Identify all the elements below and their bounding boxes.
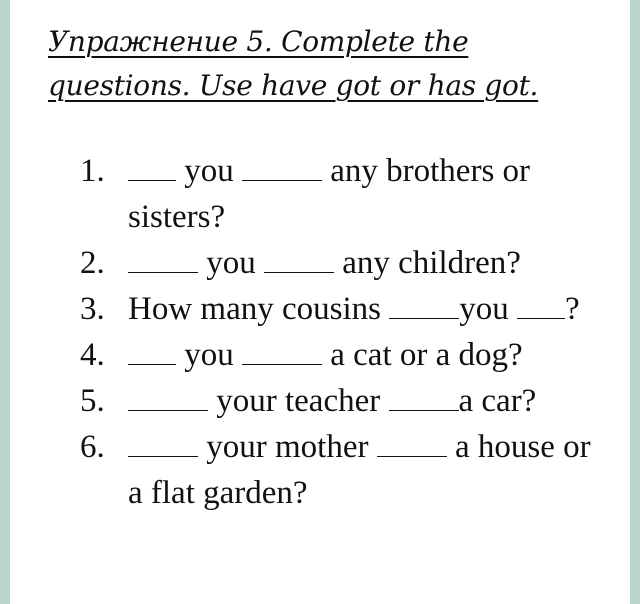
question-text: you bbox=[184, 153, 234, 189]
question-3 bbox=[80, 286, 600, 332]
question-text: you bbox=[459, 291, 509, 327]
question-text: you bbox=[206, 245, 256, 281]
question-number: 6. bbox=[80, 429, 105, 465]
answer-blank bbox=[517, 288, 565, 319]
question-text: a house or a flat garden? bbox=[128, 429, 591, 511]
question-text: your teacher bbox=[216, 383, 381, 419]
worksheet bbox=[10, 0, 630, 604]
answer-blank bbox=[128, 150, 176, 181]
question-2 bbox=[80, 240, 600, 286]
answer-blank bbox=[264, 242, 334, 273]
answer-blank bbox=[389, 380, 459, 411]
question-number: 4. bbox=[80, 337, 105, 373]
answer-blank bbox=[128, 380, 208, 411]
question-number: 2. bbox=[80, 245, 105, 281]
question-number: 3. bbox=[80, 291, 105, 327]
answer-blank bbox=[242, 150, 322, 181]
question-5 bbox=[80, 378, 600, 424]
question-text: your mother bbox=[206, 429, 369, 465]
answer-blank bbox=[128, 426, 198, 457]
question-text: any children? bbox=[342, 245, 521, 281]
answer-blank bbox=[242, 334, 322, 365]
question-number: 5. bbox=[80, 383, 105, 419]
exercise-title: Упражнение 5. Complete the questions. Use have got or has got. bbox=[48, 25, 539, 102]
question-6 bbox=[80, 424, 600, 516]
question-text: you bbox=[184, 337, 234, 373]
question-text: ? bbox=[564, 291, 580, 327]
question-4 bbox=[80, 332, 600, 378]
answer-blank bbox=[128, 242, 198, 273]
question-1 bbox=[80, 148, 600, 240]
question-number: 1. bbox=[80, 153, 105, 189]
question-list bbox=[80, 148, 600, 516]
question-text: How many cousins bbox=[128, 291, 381, 327]
answer-blank bbox=[128, 334, 176, 365]
question-text: any brothers or sisters? bbox=[128, 153, 531, 235]
answer-blank bbox=[389, 288, 459, 319]
answer-blank bbox=[377, 426, 447, 457]
question-text: a car? bbox=[458, 383, 537, 419]
question-text: a cat or a dog? bbox=[330, 337, 523, 373]
